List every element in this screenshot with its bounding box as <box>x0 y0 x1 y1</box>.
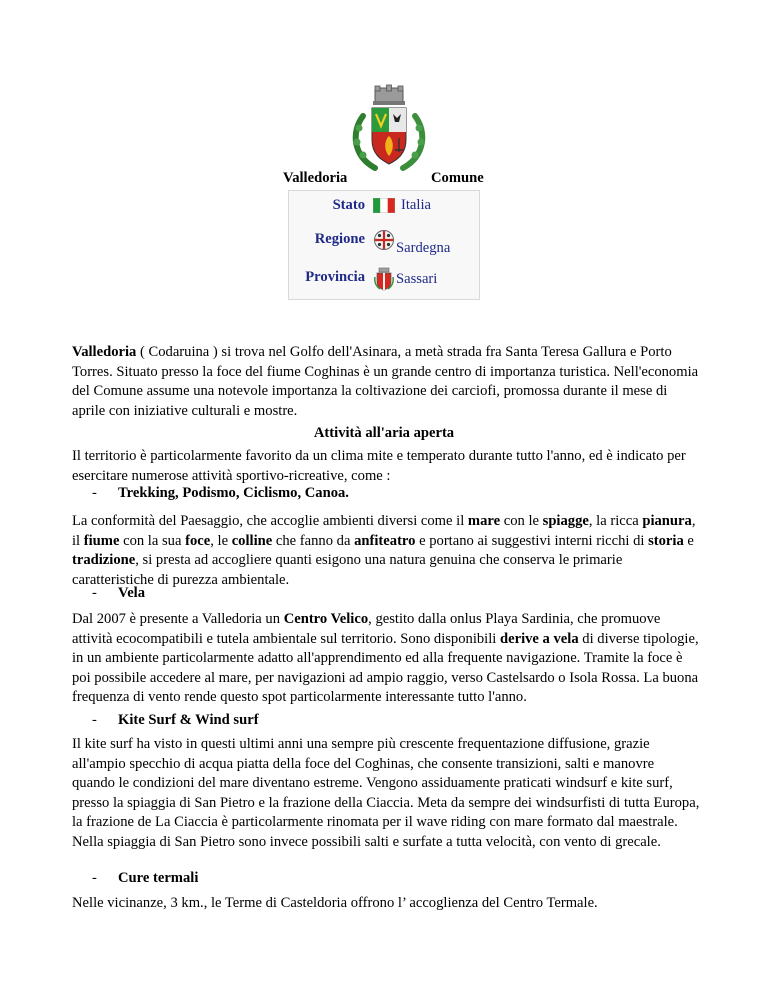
text-run: Il kite surf ha visto in questi ultimi anni una sempre più crescente frequentazione diffusione, grazie all'ampio specchio di acqua piatta della foce del Coghinas, che consente transizioni, salti e manovre quando le condizioni del mare diventano estreme. Vengono assiduamente praticati windsurf e kite surf, presso la spiaggia di San Pietro e la frazione della Ciaccia. Meta da sempre dei windsurfisti di tutta Europa, la frazione de La Ciaccia è particolarmente rinomata per il wave riding con mare formato dal maestrale. Nella spiaggia di San Pietro sono invece possibili salti e surfate a tutta velocità, con vento di grecale. <box>72 736 700 850</box>
section-heading: Attività all'aria aperta <box>313 425 455 441</box>
item-body-text <box>72 610 700 708</box>
text-run: Nelle vicinanze, 3 km., le Terme di Casteldoria offrono l’ accoglienza del Centro Termale. <box>72 895 598 911</box>
item-title: Kite Surf & Wind surf <box>118 712 259 728</box>
item-title: Cure termali <box>118 870 199 886</box>
item-title: Vela <box>118 585 146 601</box>
coat-of-arms-emblem <box>345 84 433 174</box>
item-body <box>72 894 700 914</box>
bullet-marker: - <box>92 485 97 501</box>
intro-bold: Valledoria <box>72 344 137 360</box>
infobox-row-provincia <box>289 269 479 299</box>
infobox-row-regione <box>289 231 479 261</box>
infobox-value-link[interactable]: Italia <box>401 197 431 213</box>
infobox-label: Provincia <box>305 269 365 285</box>
section-intro <box>72 447 700 486</box>
sardinia-emblem-icon <box>373 229 395 251</box>
text-run: , le <box>210 532 232 549</box>
item-body-text <box>72 894 700 914</box>
infobox-name: Valledoria <box>283 170 348 186</box>
text-run: Dal 2007 è presente a Valledoria un <box>72 611 284 627</box>
item-body <box>72 735 700 852</box>
text-run: La conformità del Paesaggio, che accoglie ambienti diversi come il <box>72 513 468 529</box>
text-run: , il <box>72 513 696 549</box>
bold-term: foce <box>185 532 211 549</box>
bullet-marker: - <box>92 585 97 601</box>
infobox-table <box>288 190 480 300</box>
item-body-text <box>72 735 700 852</box>
infobox-value-link[interactable]: Sassari <box>396 271 438 287</box>
text-run: , la ricca <box>588 513 643 529</box>
bullet-marker: - <box>92 870 97 886</box>
bold-term: colline <box>231 532 273 549</box>
bold-term: storia <box>648 532 684 549</box>
bold-term: mare <box>467 513 501 529</box>
intro-text: ( Codaruina ) si trova nel Golfo dell'Asinara, a metà strada fra Santa Teresa Gallura e Porto Torres. Situato presso la foce del fiume Coghinas è un grande centro di importanza turistica. Nell'economia del Comune assume una notevole importanza la coltivazione dei carciofi, promossa durante il mese di aprile con iniziative culturali e mostre. <box>72 344 699 419</box>
text-run: con la sua <box>119 532 186 549</box>
bold-term: tradizione <box>72 552 136 568</box>
bold-term: Centro Velico <box>283 611 369 627</box>
intro-paragraph <box>72 343 700 421</box>
item-body <box>72 610 700 708</box>
bold-term: derive a vela <box>500 630 579 647</box>
infobox-label: Regione <box>314 231 365 247</box>
text-run: e <box>683 532 694 549</box>
text-run: , si presta ad accogliere quanti esigono una natura genuina che conserva le primarie caratteristiche di purezza ambientale. <box>72 552 623 588</box>
section-intro-text: Il territorio è particolarmente favorito da un clima mite e temperato durante tutto l'anno, ed è indicato per esercitare numerose attività sportivo-ricreative, come : <box>72 448 686 484</box>
text-run: di diverse tipologie, in un ambiente particolarmente adatto all'apprendimento ed alla frequente navigazione. Tramite la foce è poi possibile accedere al mare, per navigazioni ad ampio raggio, verso Castelsardo o Isola Rossa. La buona frequenza di vento rende questo spot particolarmente interessante tutto l'anno. <box>72 630 699 705</box>
bold-term: spiagge <box>542 513 589 529</box>
infobox-value-link[interactable]: Sardegna <box>396 240 451 256</box>
text-run: con le <box>500 513 543 529</box>
bullet-marker: - <box>92 712 97 728</box>
item-title: Trekking, Podismo, Ciclismo, Canoa. <box>118 485 349 501</box>
infobox-label: Stato <box>332 197 365 213</box>
bold-term: anfiteatro <box>354 532 416 549</box>
province-crest-icon <box>373 267 395 291</box>
infobox-type: Comune <box>431 170 484 186</box>
bold-term: fiume <box>83 532 120 549</box>
bold-term: pianura <box>642 513 692 529</box>
text-run: e portano ai suggestivi interni ricchi di <box>415 532 649 549</box>
text-run: che fanno da <box>272 532 355 549</box>
infobox-row-stato <box>289 197 479 227</box>
text-run: , gestito dalla onlus Playa Sardinia, che promuove attività ecocompatibili e tutela ambientale sul territorio. Sono disponibili <box>72 611 661 647</box>
italy-flag-icon <box>373 198 395 213</box>
item-body-text <box>72 512 700 590</box>
item-body <box>72 512 700 590</box>
